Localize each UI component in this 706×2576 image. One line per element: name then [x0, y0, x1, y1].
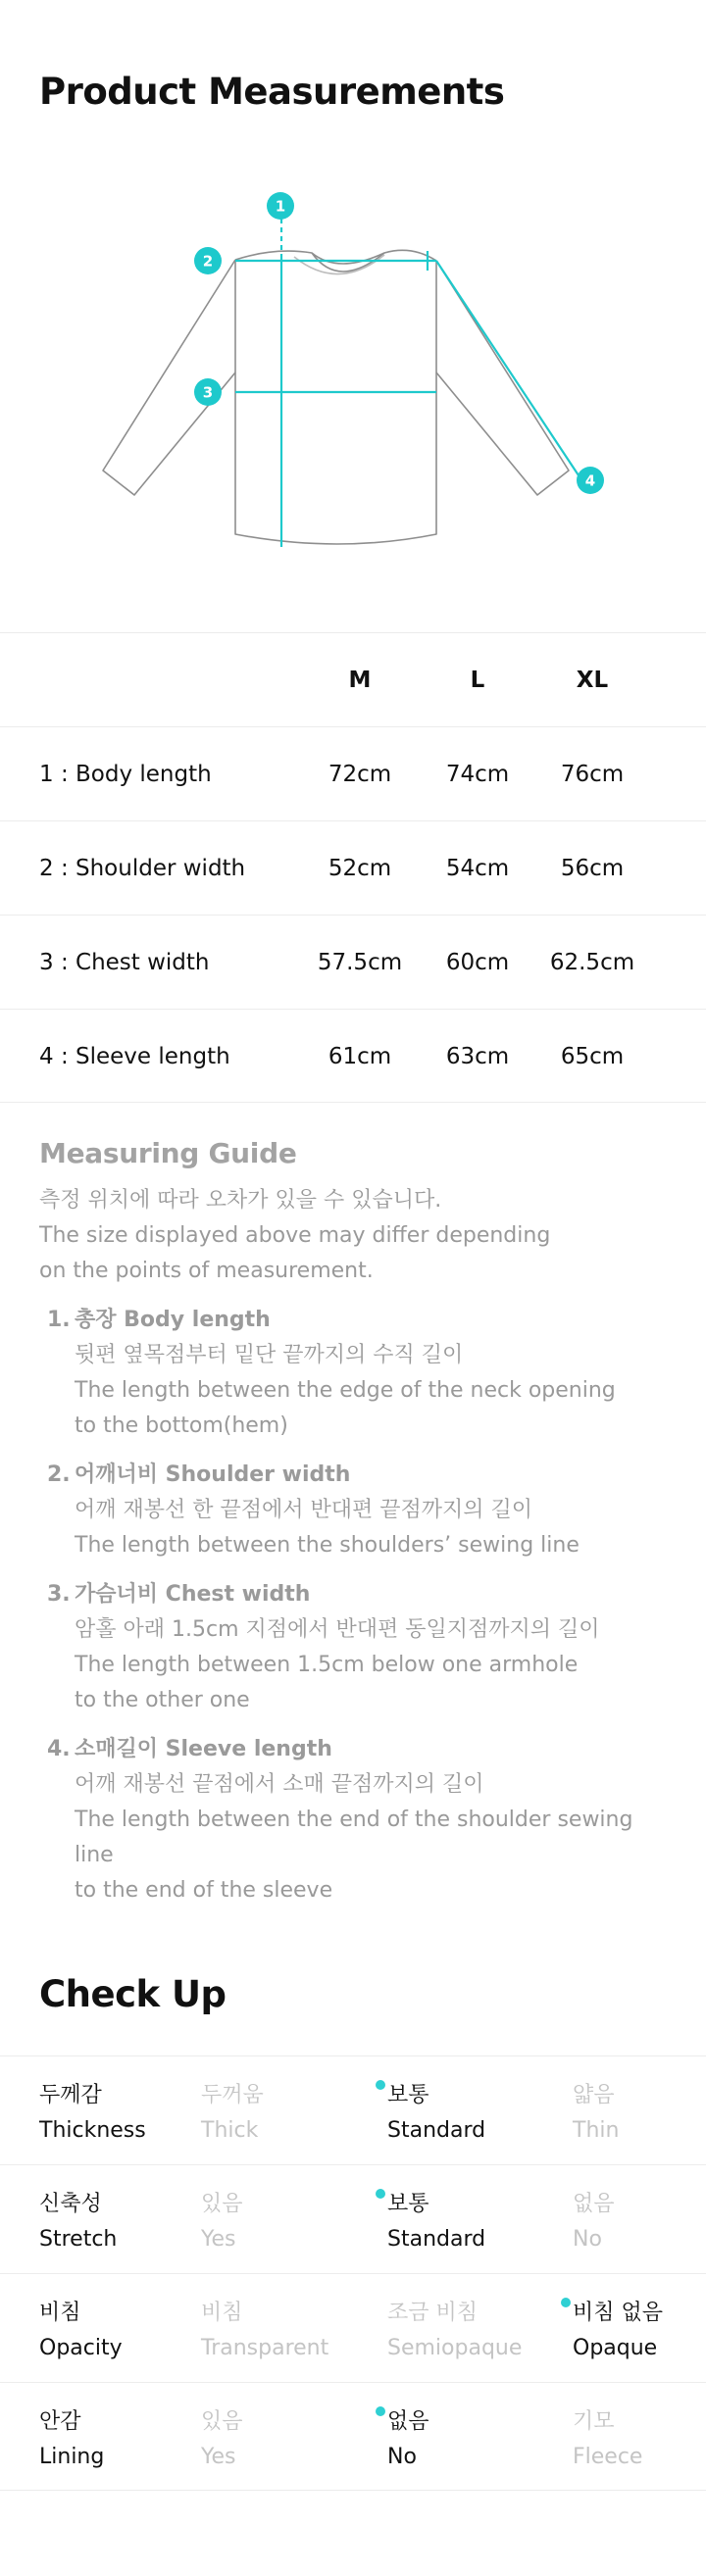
option-ko: 비침 없음	[573, 2301, 664, 2325]
guide-intro-line: 측정 위치에 따라 오차가 있을 수 있습니다.	[39, 1188, 442, 1213]
table-cell: 54cm	[445, 856, 510, 881]
option-en: No	[573, 2227, 602, 2252]
selected-dot-icon	[561, 2298, 571, 2307]
category-ko: 비침	[39, 2301, 81, 2325]
checkup-option	[387, 2296, 522, 2366]
checkup-row-stretch	[0, 2164, 706, 2273]
size-header-l: L	[470, 668, 485, 693]
checkup-category	[39, 2296, 123, 2366]
guide-item-sleeve-length	[39, 1732, 667, 1908]
option-en: Standard	[387, 2227, 486, 2252]
table-cell: 63cm	[445, 1044, 510, 1069]
checkup-category	[39, 2078, 146, 2149]
measurement-lines	[235, 201, 580, 547]
table-cell: 62.5cm	[549, 950, 635, 975]
table-cell: 65cm	[560, 1044, 625, 1069]
guide-item-line: 어깨 재봉선 끝점에서 소매 끝점까지의 길이	[75, 1772, 484, 1797]
option-en: Thin	[573, 2118, 620, 2143]
option-en: Thick	[201, 2118, 259, 2143]
option-ko: 보통	[387, 2083, 429, 2107]
callout-badge-2-label: 2	[202, 252, 214, 271]
guide-item-shoulder-width	[39, 1458, 667, 1563]
guide-item-number: 1.	[47, 1308, 71, 1332]
checkup-option	[201, 2187, 243, 2257]
guide-item-chest-width	[39, 1577, 667, 1718]
guide-item-number: 3.	[47, 1582, 71, 1607]
option-ko: 조금 비침	[387, 2301, 479, 2325]
row-label: 3 : Chest width	[39, 950, 210, 975]
checkup-option	[573, 2296, 663, 2366]
checkup-option	[201, 2404, 243, 2475]
checkup-option	[201, 2078, 264, 2149]
option-en: Transparent	[201, 2336, 329, 2360]
callout-badge-1-label: 1	[275, 197, 286, 216]
guide-item-body-length	[39, 1303, 667, 1444]
guide-item-line: to the other one	[75, 1688, 250, 1712]
table-cell: 76cm	[560, 762, 625, 787]
category-en: Lining	[39, 2445, 105, 2469]
option-ko: 보통	[387, 2192, 429, 2216]
checkup-row-thickness	[0, 2056, 706, 2164]
checkup-option	[201, 2296, 328, 2366]
checkup-option	[573, 2078, 619, 2149]
category-ko: 안감	[39, 2409, 81, 2434]
table-row	[0, 726, 706, 820]
table-header-row	[0, 632, 706, 726]
category-ko: 신축성	[39, 2192, 102, 2216]
category-ko: 두께감	[39, 2083, 102, 2107]
guide-item-number: 2.	[47, 1462, 71, 1487]
option-en: Opaque	[573, 2336, 658, 2360]
guide-item-line: 어깨 재봉선 한 끝점에서 반대편 끝점까지의 길이	[75, 1498, 533, 1522]
checkup-option	[573, 2404, 642, 2475]
checkup-category	[39, 2404, 104, 2475]
table-cell: 60cm	[445, 950, 510, 975]
checkup-option	[387, 2404, 429, 2475]
option-ko: 없음	[387, 2409, 429, 2434]
checkup-option	[387, 2187, 485, 2257]
size-measurement-table	[0, 632, 706, 1103]
guide-item-line: to the bottom(hem)	[75, 1413, 288, 1438]
guide-item-heading: 총장 Body length	[75, 1308, 271, 1332]
guide-title: Measuring Guide	[39, 1137, 297, 1169]
measuring-guide	[39, 1137, 667, 1908]
option-en: Yes	[201, 2227, 236, 2252]
table-row	[0, 915, 706, 1009]
sweater-outline	[103, 247, 569, 544]
size-header-xl: XL	[576, 668, 609, 693]
option-en: Semiopaque	[387, 2336, 523, 2360]
option-en: No	[387, 2445, 417, 2469]
table-cell: 74cm	[445, 762, 510, 787]
option-ko: 비침	[201, 2301, 243, 2325]
guide-item-line: 뒷편 옆목점부터 밑단 끝까지의 수직 길이	[75, 1343, 464, 1367]
checkup-option	[573, 2187, 615, 2257]
option-ko: 없음	[573, 2192, 615, 2216]
table-cell: 52cm	[328, 856, 392, 881]
table-cell: 61cm	[328, 1044, 392, 1069]
guide-item-line: The length between 1.5cm below one armhole	[75, 1653, 579, 1677]
checkup-category	[39, 2187, 117, 2257]
table-row	[0, 1009, 706, 1103]
option-en: Yes	[201, 2445, 236, 2469]
option-ko: 두꺼움	[201, 2083, 264, 2107]
selected-dot-icon	[376, 2406, 385, 2416]
guide-item-line: The length between the edge of the neck opening	[75, 1378, 616, 1403]
table-cell: 56cm	[560, 856, 625, 881]
table-cell: 72cm	[328, 762, 392, 787]
checkup-option	[387, 2078, 485, 2149]
checkup-row-opacity	[0, 2273, 706, 2382]
size-header-m: M	[348, 668, 372, 693]
callout-badge-4-label: 4	[584, 471, 596, 490]
option-ko: 기모	[573, 2409, 615, 2434]
category-en: Thickness	[39, 2118, 146, 2143]
checkup-row-lining	[0, 2382, 706, 2491]
guide-item-line: to the end of the sleeve	[75, 1878, 333, 1903]
option-en: Fleece	[573, 2445, 643, 2469]
table-row	[0, 820, 706, 915]
row-label: 2 : Shoulder width	[39, 856, 246, 881]
table-cell: 57.5cm	[317, 950, 403, 975]
option-en: Standard	[387, 2118, 486, 2143]
row-label: 4 : Sleeve length	[39, 1044, 230, 1069]
selected-dot-icon	[376, 2189, 385, 2199]
guide-intro-line: on the points of measurement.	[39, 1259, 374, 1283]
selected-dot-icon	[376, 2080, 385, 2090]
row-label: 1 : Body length	[39, 762, 212, 787]
option-ko: 있음	[201, 2192, 243, 2216]
guide-intro-line: The size displayed above may differ depending	[39, 1223, 551, 1248]
guide-item-heading: 어깨너비 Shoulder width	[75, 1462, 351, 1487]
guide-item-line: 암홀 아래 1.5cm 지점에서 반대편 동일지점까지의 길이	[75, 1617, 600, 1642]
garment-measurement-diagram	[0, 176, 706, 588]
guide-item-line: The length between the end of the shoulder sewing line	[75, 1808, 633, 1867]
guide-item-number: 4.	[47, 1737, 71, 1761]
guide-item-heading: 소매길이 Sleeve length	[75, 1737, 332, 1761]
category-en: Stretch	[39, 2227, 118, 2252]
check-up-table	[0, 2056, 706, 2491]
callout-badge-3-label: 3	[202, 383, 214, 402]
page-title: Product Measurements	[39, 71, 505, 113]
sleeve-length-line	[436, 261, 580, 478]
option-ko: 있음	[201, 2409, 243, 2434]
option-ko: 얇음	[573, 2083, 615, 2107]
category-en: Opacity	[39, 2336, 123, 2360]
guide-item-heading: 가슴너비 Chest width	[75, 1582, 311, 1607]
check-up-title: Check Up	[39, 1973, 227, 2015]
callout-badges	[194, 192, 604, 494]
guide-item-line: The length between the shoulders’ sewing line	[75, 1533, 580, 1558]
